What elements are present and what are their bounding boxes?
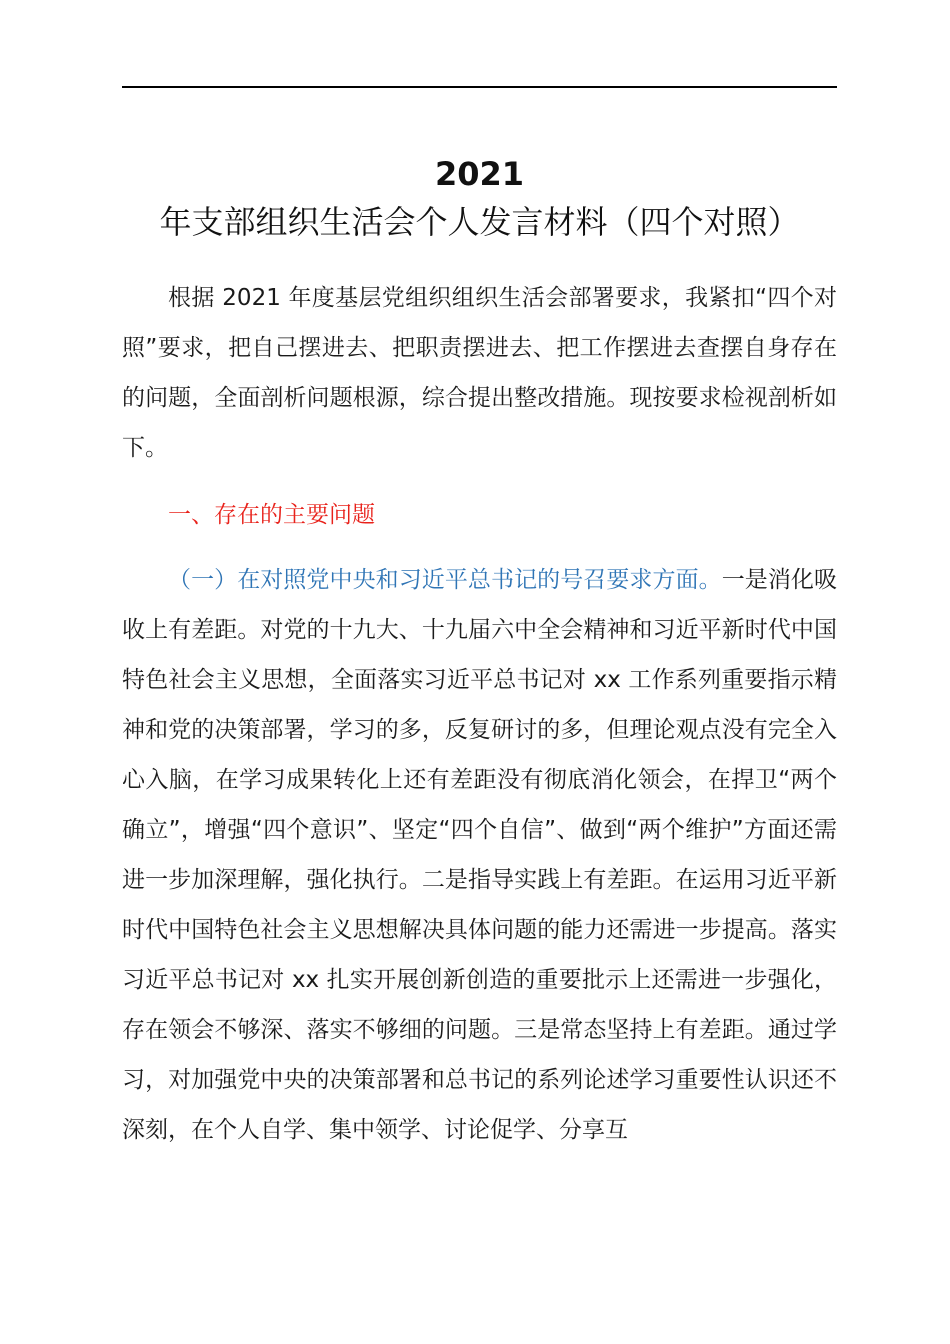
section-1-body: 一是消化吸收上有差距。对党的十九大、十九届六中全会精神和习近平新时代中国特色社会主义思想，全面落实习近平总书记对 xx 工作系列重要指示精神和党的决策部署，学习的多，反复研讨的多，但理论观点没有完全入心入脑，在学习成果转化上还有差距没有彻底消化领会，在捍卫“两个确立”，增强“四个意识”、坚定“四个自信”、做到“两个维护”方面还需进一步加深理解，强化执行。二是指导实践上有差距。在运用习近平新时代中国特色社会主义思想解决具体问题的能力还需进一步提高。落实习近平总书记对 xx 扎实开展创新创造的重要批示上还需进一步强化，存在领会不够深、落实不够细的问题。三是常态坚持上有差距。通过学习，对加强党中央的决策部署和总书记的系列论述学习重要性认识还不深刻，在个人自学、集中领学、讨论促学、分享互 xyxy=(122,567,838,1143)
title-text: 年支部组织生活会个人发言材料（四个对照） xyxy=(159,203,800,241)
section-heading-1: 一、存在的主要问题 xyxy=(168,502,375,528)
subheading-1: （一）在对照党中央和习近平总书记的号召要求方面。 xyxy=(168,567,722,593)
title-year: 2021 xyxy=(434,155,525,193)
document-title xyxy=(112,150,847,246)
intro-paragraph: 根据 2021 年度基层党组织组织生活会部署要求，我紧扣“四个对照”要求，把自己摆进去、把职责摆进去、把工作摆进去查摆自身存在的问题，全面剖析问题根源，综合提出整改措施。现按要求检视剖析如下。 xyxy=(122,285,837,461)
header-rule xyxy=(122,86,837,88)
section-1-paragraph xyxy=(122,555,837,1155)
